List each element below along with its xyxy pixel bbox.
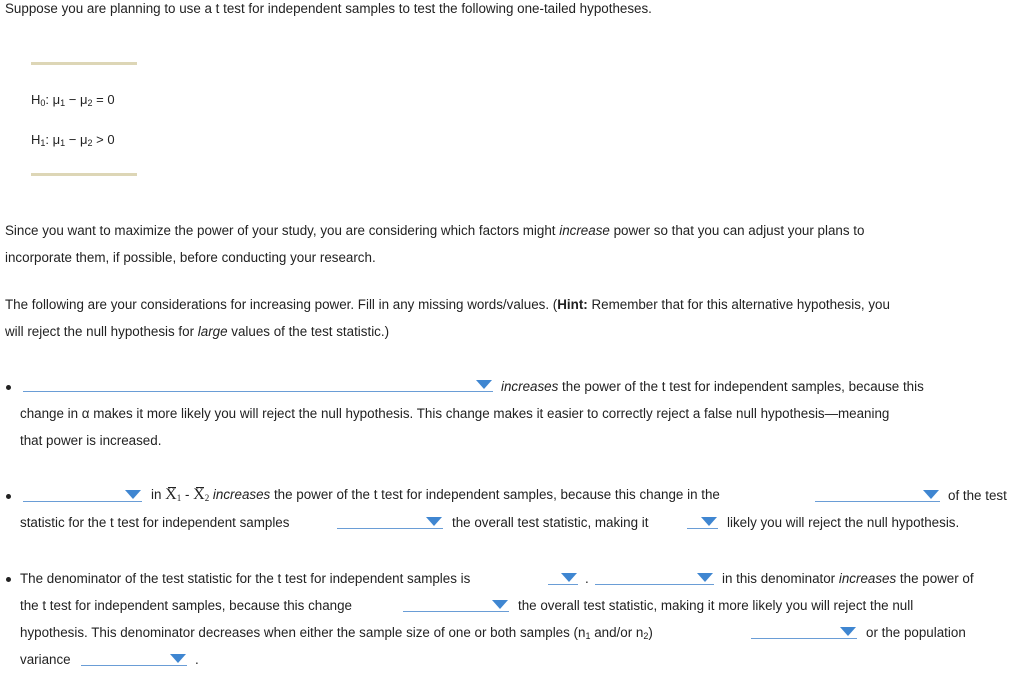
item2-emphasis: increases bbox=[212, 487, 271, 502]
item2-of-test: of the test bbox=[948, 488, 1007, 503]
h1-mu2: μ bbox=[80, 132, 88, 147]
para1-emphasis: increase bbox=[559, 223, 610, 238]
bottom-rule bbox=[31, 173, 137, 176]
para2-text-d: values of the test statistic.) bbox=[227, 324, 390, 339]
x1-letter: X bbox=[165, 486, 177, 503]
x1-bar bbox=[165, 486, 181, 504]
item1-dropdown-1[interactable] bbox=[23, 377, 493, 392]
h1-mu2-sub: 2 bbox=[87, 138, 93, 148]
x2-letter: X bbox=[193, 486, 205, 503]
item3-line1-b bbox=[722, 571, 974, 586]
para2-line2 bbox=[5, 324, 389, 339]
item3-dropdown-5[interactable] bbox=[81, 651, 187, 666]
null-hypothesis bbox=[31, 92, 115, 108]
h1-minus: − bbox=[68, 132, 77, 147]
item3-close-paren: ) bbox=[648, 625, 653, 640]
top-rule bbox=[31, 62, 137, 65]
chevron-down-icon bbox=[426, 517, 442, 526]
h0-mu1-sub: 1 bbox=[60, 98, 66, 108]
item3-text-a: in this denominator bbox=[722, 571, 839, 586]
para2-line1 bbox=[5, 297, 890, 312]
item2-dash: - bbox=[181, 487, 194, 502]
intro-text: Suppose you are planning to use a t test for independent samples to test the following one-tailed hypotheses. bbox=[5, 1, 652, 16]
item2-line2-b: the overall test statistic, making it bbox=[452, 515, 649, 530]
n1-sub: 1 bbox=[585, 631, 591, 641]
x2-bar bbox=[193, 486, 209, 504]
chevron-down-icon bbox=[701, 517, 717, 526]
para1-text-b: power so that you can adjust your plans to bbox=[609, 223, 865, 238]
para2-emphasis: large bbox=[197, 324, 228, 339]
item3-line2-b: the overall test statistic, making it more likely you will reject the null bbox=[518, 598, 914, 613]
h0-value: 0 bbox=[107, 92, 115, 107]
item2-in: in bbox=[151, 487, 166, 502]
item3-dropdown-3[interactable] bbox=[403, 597, 509, 612]
h0-relation: = bbox=[96, 92, 104, 107]
h1-label: H bbox=[31, 132, 41, 147]
item1-line1-text: the power of the t test for independent samples, because this bbox=[558, 379, 924, 394]
item1-line3: that power is increased. bbox=[20, 433, 162, 448]
item2-line2-c: likely you will reject the null hypothesis. bbox=[727, 515, 960, 530]
alternative-hypothesis bbox=[31, 132, 115, 148]
item2-dropdown-1[interactable] bbox=[23, 487, 142, 502]
item2-dropdown-4[interactable] bbox=[687, 514, 718, 529]
item3-line1-a: The denominator of the test statistic for the t test for independent samples is bbox=[20, 571, 471, 586]
h0-minus: − bbox=[68, 92, 77, 107]
item3-dot: . bbox=[585, 571, 589, 586]
chevron-down-icon bbox=[476, 380, 492, 389]
item2-line1-text: the power of the t test for independent samples, because this change in the bbox=[270, 487, 720, 502]
chevron-down-icon bbox=[923, 490, 939, 499]
para2-text-c: will reject the null hypothesis for bbox=[5, 324, 198, 339]
item1-line2: change in α makes it more likely you will reject the null hypothesis. This change makes it easier to correctly reject a false null hypothesis—meaning bbox=[20, 406, 890, 421]
item1-emphasis: increases bbox=[501, 379, 559, 394]
n2-sub: 2 bbox=[643, 631, 649, 641]
item3-emphasis: increases bbox=[838, 571, 897, 586]
item1-line1 bbox=[501, 379, 924, 394]
item3-line3-text: hypothesis. This denominator decreases when either the sample size of one or both samples (n bbox=[20, 625, 586, 640]
h0-label: H bbox=[31, 92, 41, 107]
item3-dropdown-2[interactable] bbox=[595, 570, 714, 585]
item2-dropdown-2[interactable] bbox=[815, 487, 940, 502]
item2-dropdown-3[interactable] bbox=[337, 514, 443, 529]
chevron-down-icon bbox=[561, 573, 577, 582]
item3-text-b: the power of bbox=[896, 571, 974, 586]
item3-dropdown-1[interactable] bbox=[548, 570, 578, 585]
para1-line1 bbox=[5, 223, 864, 238]
item3-and: and/or n bbox=[590, 625, 644, 640]
h1-relation: > bbox=[96, 132, 104, 147]
para1-text-a: Since you want to maximize the power of your study, you are considering which factors might bbox=[5, 223, 560, 238]
h0-mu1: μ bbox=[52, 92, 61, 107]
h1-colon: : bbox=[45, 132, 50, 147]
h1-sub: 1 bbox=[40, 138, 46, 148]
item2-line1 bbox=[151, 486, 720, 504]
hint-label: Hint: bbox=[557, 297, 588, 312]
item3-dropdown-4[interactable] bbox=[751, 624, 857, 639]
para2-text-a: The following are your considerations for increasing power. Fill in any missing words/values. ( bbox=[5, 297, 558, 312]
chevron-down-icon bbox=[125, 490, 141, 499]
item2-line2-a: statistic for the t test for independent samples bbox=[20, 515, 290, 530]
h0-mu2-sub: 2 bbox=[87, 98, 93, 108]
bullet-2 bbox=[6, 494, 11, 499]
chevron-down-icon bbox=[170, 654, 186, 663]
item3-end: . bbox=[195, 652, 199, 667]
item3-line3-a bbox=[20, 625, 653, 641]
chevron-down-icon bbox=[840, 627, 856, 636]
para1-line2: incorporate them, if possible, before conducting your research. bbox=[5, 250, 376, 265]
para2-text-b: Remember that for this alternative hypothesis, you bbox=[587, 297, 890, 312]
h1-mu1-sub: 1 bbox=[60, 138, 66, 148]
h0-colon: : bbox=[45, 92, 50, 107]
h1-value: 0 bbox=[107, 132, 115, 147]
h0-sub: 0 bbox=[40, 98, 46, 108]
item3-line2-a: the t test for independent samples, because this change bbox=[20, 598, 353, 613]
x1-sub: 1 bbox=[176, 493, 182, 503]
h0-mu2: μ bbox=[80, 92, 88, 107]
h1-mu1: μ bbox=[52, 132, 61, 147]
chevron-down-icon bbox=[697, 573, 713, 582]
item3-line3-b: or the population bbox=[866, 625, 966, 640]
item3-line4: variance bbox=[20, 652, 71, 667]
bullet-1 bbox=[6, 385, 11, 390]
x2-sub: 2 bbox=[204, 493, 210, 503]
bullet-3 bbox=[6, 577, 11, 582]
chevron-down-icon bbox=[492, 600, 508, 609]
